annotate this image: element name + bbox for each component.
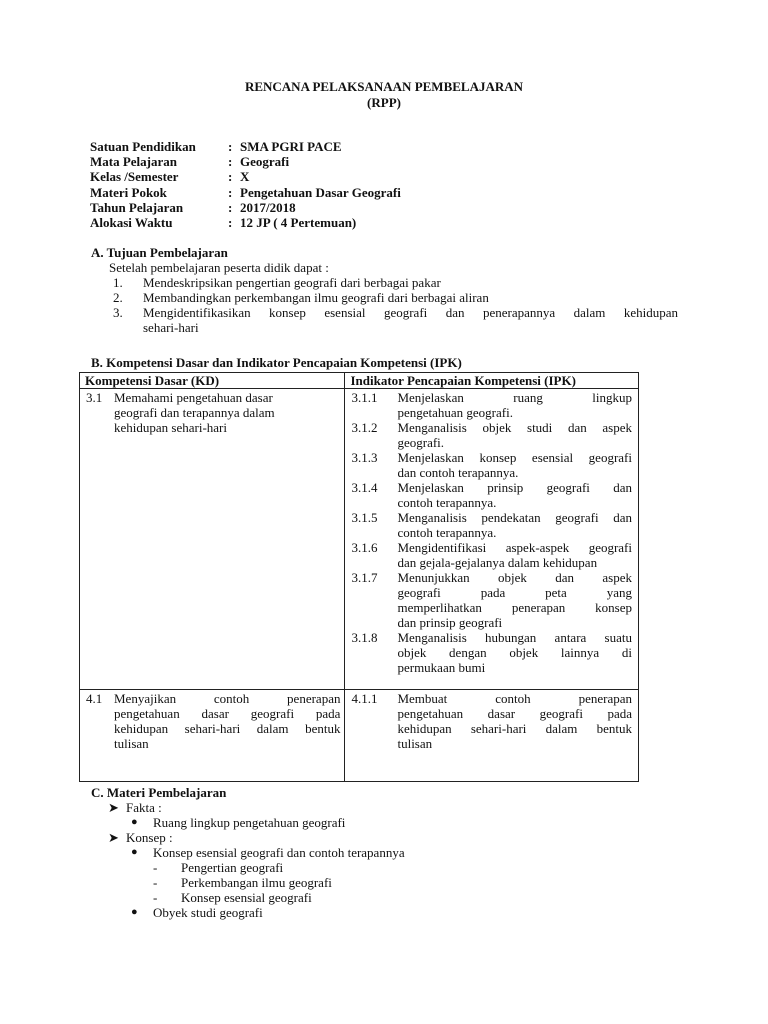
- objectives-intro: Setelah pembelajaran peserta didik dapat :: [109, 260, 329, 275]
- ipk-text: [397, 540, 632, 570]
- colon: :: [228, 184, 233, 200]
- konsep-subitem: Pengertian geografi: [181, 860, 284, 875]
- identity-value: X: [240, 169, 250, 185]
- ipk-line: Menjelaskan prinsip geografi dan: [397, 480, 632, 495]
- document-subtitle: (RPP): [367, 95, 401, 110]
- ipk-line: dan gejala-gejalanya dalam kehidupan: [397, 555, 598, 570]
- identity-value: Pengetahuan Dasar Geografi: [240, 184, 401, 200]
- ipk-line: kehidupan sehari-hari dalam bentuk: [397, 721, 632, 736]
- kd-line: pengetahuan dasar geografi pada: [114, 706, 341, 721]
- bullet-icon: ●: [131, 906, 138, 918]
- dash-bullet: -: [153, 875, 158, 890]
- ipk-line: Menjelaskan ruang lingkup: [397, 390, 632, 405]
- identity-label: Tahun Pelajaran: [90, 199, 184, 215]
- item-text: Mendeskripsikan pengertian geografi dari berbagai pakar: [143, 275, 441, 290]
- ipk-text: [397, 390, 632, 420]
- ipk-line: Menganalisis pendekatan geografi dan: [397, 510, 632, 525]
- ipk-number: 3.1.8: [351, 630, 378, 645]
- kd-line: kehidupan sehari-hari dalam bentuk: [114, 721, 341, 736]
- fakta-item: Ruang lingkup pengetahuan geografi: [153, 815, 346, 830]
- colon: :: [228, 214, 233, 230]
- list-item: [91, 290, 681, 305]
- colon: :: [228, 139, 233, 154]
- arrow-bullet-icon: ➤: [108, 800, 119, 815]
- identity-label: Mata Pelajaran: [90, 154, 178, 170]
- kd-text: [114, 691, 340, 751]
- kd-line: Menyajikan contoh penerapan: [114, 691, 341, 706]
- list-item: [91, 305, 681, 335]
- dash-bullet: -: [153, 860, 158, 875]
- ipk-line: objek dengan objek lainnya di: [397, 645, 632, 660]
- table-row: [80, 389, 639, 690]
- section-b-heading: B. Kompetensi Dasar dan Indikator Pencapaian Kompetensi (IPK): [91, 355, 462, 370]
- ipk-line: dan contoh terapannya.: [397, 465, 519, 480]
- arrow-bullet-icon: ➤: [108, 830, 119, 845]
- konsep-subitem: Perkembangan ilmu geografi: [181, 875, 332, 890]
- item-number: 1.: [113, 275, 123, 290]
- ipk-line: Menganalisis objek studi dan aspek: [397, 420, 632, 435]
- kd-line: kehidupan sehari-hari: [114, 420, 227, 435]
- ipk-text: [397, 691, 632, 751]
- konsep-item: Konsep esensial geografi dan contoh terapannya: [153, 845, 405, 860]
- identity-value: SMA PGRI PACE: [240, 139, 342, 154]
- ipk-text: [397, 480, 632, 510]
- ipk-line: memperlihatkan penerapan konsep: [397, 600, 632, 615]
- list-item: [91, 845, 651, 860]
- ipk-number: 3.1.1: [351, 390, 378, 405]
- ipk-text: [397, 510, 632, 540]
- konsep-label: Konsep :: [126, 830, 173, 845]
- ipk-text: [397, 570, 632, 630]
- ipk-cell: [345, 389, 639, 690]
- kd-cell: [80, 690, 345, 782]
- ipk-number: 3.1.5: [351, 510, 378, 525]
- identity-value: Geografi: [240, 154, 290, 170]
- kd-line: Memahami pengetahuan dasar: [114, 390, 273, 405]
- identity-row: [90, 154, 590, 169]
- ipk-item: [351, 390, 632, 420]
- item-text: [143, 305, 678, 335]
- ipk-line: permukaan bumi: [397, 660, 486, 675]
- identity-row: [90, 139, 590, 154]
- ipk-item: [351, 450, 632, 480]
- ipk-item: [351, 570, 632, 630]
- ipk-line: pengetahuan dasar geografi pada: [397, 706, 632, 721]
- ipk-line: Mengidentifikasi aspek-aspek geografi: [397, 540, 632, 555]
- colon: :: [228, 199, 233, 215]
- identity-row: [90, 215, 590, 230]
- identity-block: [90, 139, 590, 230]
- kd-line: geografi dan terapannya dalam: [114, 405, 275, 420]
- identity-row: [90, 200, 590, 215]
- item-text-line: Mengidentifikasikan konsep esensial geografi dan penerapannya dalam kehidupan: [143, 305, 678, 320]
- identity-label: Materi Pokok: [90, 184, 167, 200]
- ipk-line: pengetahuan geografi.: [397, 405, 513, 420]
- konsep-item: Obyek studi geografi: [153, 905, 263, 920]
- list-item: [91, 875, 651, 890]
- document-title: RENCANA PELAKSANAAN PEMBELAJARAN: [244, 79, 524, 94]
- fakta-label: Fakta :: [126, 800, 162, 815]
- dash-bullet: -: [153, 890, 158, 905]
- identity-value: 12 JP ( 4 Pertemuan): [240, 214, 357, 230]
- list-item: [91, 860, 651, 875]
- colon: :: [228, 154, 233, 170]
- section-a-heading: A. Tujuan Pembelajaran: [91, 245, 228, 260]
- ipk-item: [351, 540, 632, 570]
- ipk-line: Menjelaskan konsep esensial geografi: [397, 450, 632, 465]
- ipk-line: geografi.: [397, 435, 445, 450]
- colon: :: [228, 169, 233, 185]
- list-item: [91, 275, 681, 290]
- konsep-subitem: Konsep esensial geografi: [181, 890, 312, 905]
- identity-label: Alokasi Waktu: [90, 214, 173, 230]
- ipk-number: 3.1.2: [351, 420, 378, 435]
- kd-number: 3.1: [86, 390, 103, 405]
- identity-row: [90, 169, 590, 184]
- list-item: [91, 815, 651, 830]
- ipk-line: contoh terapannya.: [397, 525, 497, 540]
- ipk-item: [351, 480, 632, 510]
- identity-label: Kelas /Semester: [90, 169, 179, 185]
- column-header-ipk: Indikator Pencapaian Kompetensi (IPK): [345, 373, 639, 389]
- bullet-icon: ●: [131, 816, 138, 828]
- kd-text: [114, 390, 340, 435]
- ipk-line: contoh terapannya.: [397, 495, 497, 510]
- bullet-icon: ●: [131, 846, 138, 858]
- ipk-item: [351, 420, 632, 450]
- ipk-item: [351, 510, 632, 540]
- ipk-text: [397, 630, 632, 675]
- ipk-line: dan prinsip geografi: [397, 615, 503, 630]
- competency-table: [79, 372, 639, 782]
- ipk-number: 3.1.3: [351, 450, 378, 465]
- ipk-line: tulisan: [397, 736, 433, 751]
- ipk-number: 3.1.4: [351, 480, 378, 495]
- kd-line: tulisan: [114, 736, 149, 751]
- list-item: [91, 800, 651, 815]
- identity-row: [90, 185, 590, 200]
- identity-value: 2017/2018: [240, 199, 296, 215]
- table-row: [80, 690, 639, 782]
- objectives-list: [91, 275, 681, 335]
- ipk-line: Menganalisis hubungan antara suatu: [397, 630, 632, 645]
- ipk-number: 3.1.7: [351, 570, 378, 585]
- list-item: [91, 905, 651, 920]
- section-materials: [91, 785, 651, 920]
- table-header-row: [80, 373, 639, 389]
- ipk-item: [351, 630, 632, 675]
- section-objectives: [91, 245, 681, 335]
- section-c-heading: C. Materi Pembelajaran: [91, 785, 227, 800]
- ipk-number: 4.1.1: [351, 691, 378, 706]
- item-number: 2.: [113, 290, 123, 305]
- ipk-cell: [345, 690, 639, 782]
- ipk-text: [397, 450, 632, 480]
- ipk-number: 3.1.6: [351, 540, 378, 555]
- ipk-line: geografi pada peta yang: [397, 585, 632, 600]
- item-text: Membandingkan perkembangan ilmu geografi dari berbagai aliran: [143, 290, 489, 305]
- list-item: [91, 890, 651, 905]
- ipk-line: Menunjukkan objek dan aspek: [397, 570, 632, 585]
- column-header-kd: Kompetensi Dasar (KD): [80, 373, 345, 389]
- ipk-text: [397, 420, 632, 450]
- ipk-item: [351, 691, 632, 751]
- item-number: 3.: [113, 305, 123, 320]
- kd-number: 4.1: [86, 691, 103, 706]
- ipk-line: Membuat contoh penerapan: [397, 691, 632, 706]
- item-text-line: sehari-hari: [143, 320, 199, 335]
- list-item: [91, 830, 651, 845]
- kd-cell: [80, 389, 345, 690]
- identity-label: Satuan Pendidikan: [90, 139, 196, 154]
